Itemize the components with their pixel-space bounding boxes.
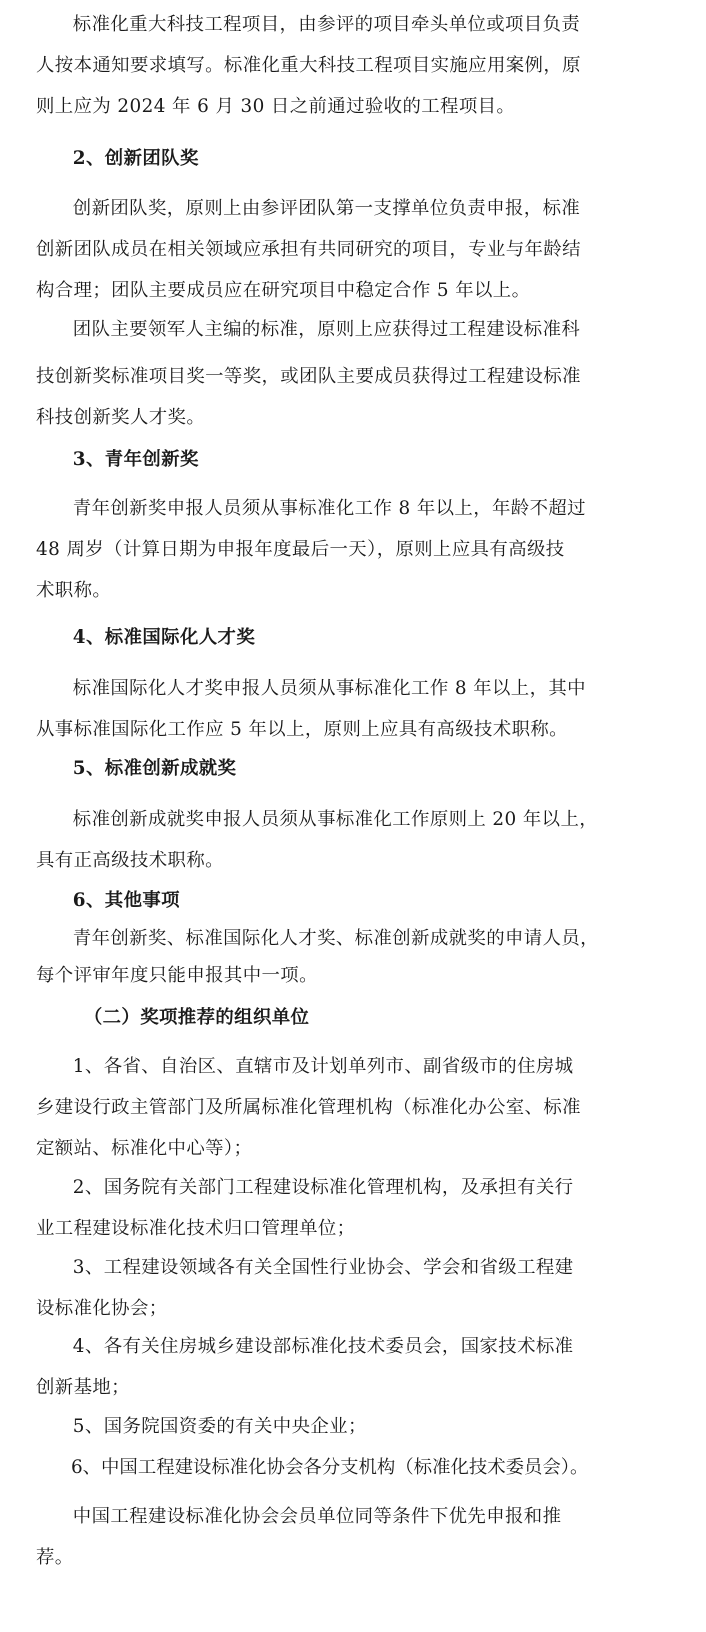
text-line: 4、各有关住房城乡建设部标准化技术委员会，国家技术标准 xyxy=(72,1336,574,1357)
text-line: 标准创新成就奖申报人员须从事标准化工作原则上 20 年以上， xyxy=(72,809,599,830)
heading-team-award: 2、创新团队奖 xyxy=(72,148,199,169)
org-item-4 xyxy=(36,1326,662,1408)
youth-award-paragraph xyxy=(36,488,662,611)
heading-recommending-orgs: （二）奖项推荐的组织单位 xyxy=(83,1007,310,1028)
org-item-1 xyxy=(36,1046,662,1169)
team-award-paragraph-2 xyxy=(36,309,662,438)
intro-paragraph xyxy=(36,4,662,127)
text-line: 5、国务院国资委的有关中央企业； xyxy=(72,1416,367,1437)
text-line: 创新基地； xyxy=(36,1377,130,1398)
member-priority-note xyxy=(36,1496,662,1578)
team-award-paragraph-1 xyxy=(36,188,662,311)
text-line: 业工程建设标准化技术归口管理单位； xyxy=(36,1218,356,1239)
heading-other-matters: 6、其他事项 xyxy=(72,890,180,911)
text-line: 人按本通知要求填写。标准化重大科技工程项目实施应用案例，原 xyxy=(36,55,581,76)
org-item-3 xyxy=(36,1247,662,1329)
text-line: 标准国际化人才奖申报人员须从事标准化工作 8 年以上，其中 xyxy=(72,678,586,699)
text-line: 青年创新奖申报人员须从事标准化工作 8 年以上，年龄不超过 xyxy=(72,498,586,519)
heading-intl-award: 4、标准国际化人才奖 xyxy=(72,627,256,648)
achievement-award-paragraph xyxy=(36,799,662,881)
text-line: 构合理；团队主要成员应在研究项目中稳定合作 5 年以上。 xyxy=(36,280,531,301)
text-line: 48 周岁（计算日期为申报年度最后一天），原则上应具有高级技 xyxy=(36,539,565,560)
text-line: 科技创新奖人才奖。 xyxy=(36,407,206,428)
text-line: 创新团队奖，原则上由参评团队第一支撑单位负责申报，标准 xyxy=(72,198,581,219)
text-line: 2、国务院有关部门工程建设标准化管理机构，及承担有关行 xyxy=(72,1177,574,1198)
text-line: 乡建设行政主管部门及所属标准化管理机构（标准化办公室、标准 xyxy=(36,1097,581,1118)
text-line: 具有正高级技术职称。 xyxy=(36,850,224,871)
text-line: 荐。 xyxy=(36,1547,74,1568)
text-line: 标准化重大科技工程项目，由参评的项目牵头单位或项目负责 xyxy=(72,14,581,35)
org-item-2 xyxy=(36,1167,662,1249)
text-line: 中国工程建设标准化协会会员单位同等条件下优先申报和推 xyxy=(72,1506,562,1527)
org-item-6 xyxy=(36,1447,662,1488)
text-line: 术职称。 xyxy=(36,580,112,601)
text-line: 1、各省、自治区、直辖市及计划单列市、副省级市的住房城 xyxy=(72,1056,574,1077)
text-line: 3、工程建设领域各有关全国性行业协会、学会和省级工程建 xyxy=(72,1257,574,1278)
text-line: 从事标准国际化工作应 5 年以上，原则上应具有高级技术职称。 xyxy=(36,719,568,740)
text-line: 定额站、标准化中心等）； xyxy=(36,1138,253,1159)
text-line: 技创新奖标准项目奖一等奖，或团队主要成员获得过工程建设标准 xyxy=(36,366,581,387)
text-line: 青年创新奖、标准国际化人才奖、标准创新成就奖的申请人员， xyxy=(72,928,599,949)
org-item-5 xyxy=(36,1406,662,1447)
text-line: 团队主要领军人主编的标准，原则上应获得过工程建设标准科 xyxy=(72,319,581,340)
text-line: 每个评审年度只能申报其中一项。 xyxy=(36,965,318,986)
text-line: 创新团队成员在相关领域应承担有共同研究的项目，专业与年龄结 xyxy=(36,239,581,260)
intl-award-paragraph xyxy=(36,668,662,750)
text-line: 设标准化协会； xyxy=(36,1298,168,1319)
heading-youth-award: 3、青年创新奖 xyxy=(72,449,199,470)
text-line: 6、中国工程建设标准化协会各分支机构（标准化技术委员会）。 xyxy=(70,1457,589,1478)
heading-achievement-award: 5、标准创新成就奖 xyxy=(72,758,237,779)
other-matters-paragraph xyxy=(36,920,662,994)
text-line: 则上应为 2024 年 6 月 30 日之前通过验收的工程项目。 xyxy=(36,96,516,117)
